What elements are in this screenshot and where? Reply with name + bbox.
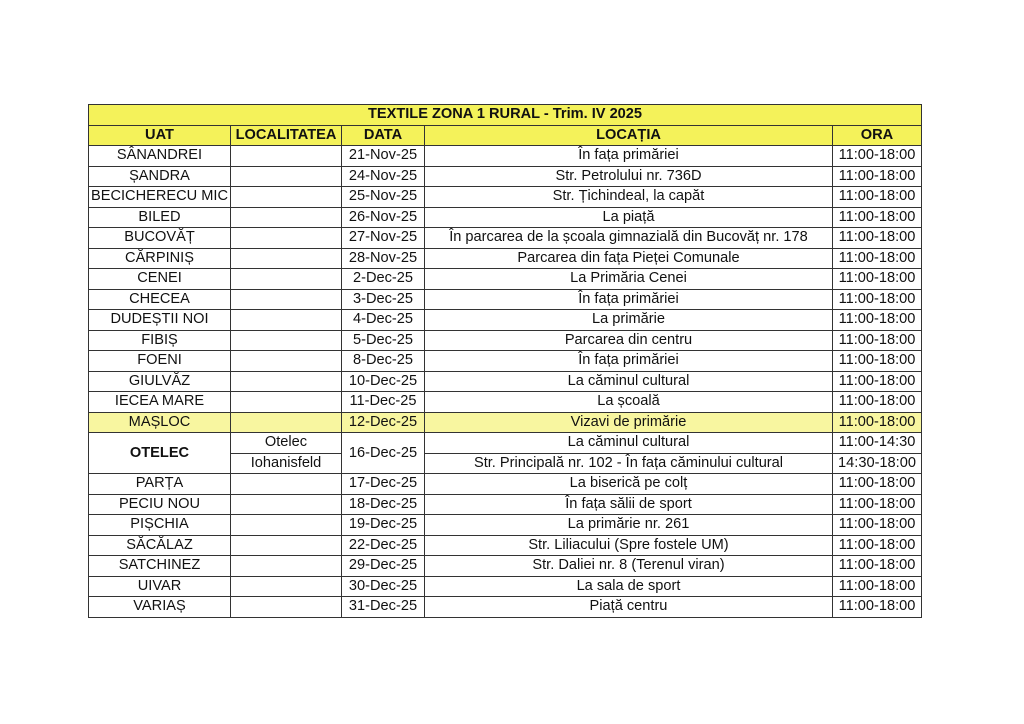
cell-localitatea: Otelec bbox=[231, 433, 342, 454]
cell-ora: 11:00-18:00 bbox=[833, 535, 922, 556]
cell-locatia: În fața primăriei bbox=[425, 146, 833, 167]
cell-locatia: La școală bbox=[425, 392, 833, 413]
cell-ora: 11:00-18:00 bbox=[833, 289, 922, 310]
cell-ora: 11:00-18:00 bbox=[833, 474, 922, 495]
cell-uat: UIVAR bbox=[89, 576, 231, 597]
cell-localitatea bbox=[231, 412, 342, 433]
cell-uat: BECICHERECU MIC bbox=[89, 187, 231, 208]
cell-data: 22-Dec-25 bbox=[342, 535, 425, 556]
cell-uat: SĂCĂLAZ bbox=[89, 535, 231, 556]
table-row bbox=[89, 166, 922, 187]
cell-data: 19-Dec-25 bbox=[342, 515, 425, 536]
cell-data: 31-Dec-25 bbox=[342, 597, 425, 618]
cell-localitatea bbox=[231, 207, 342, 228]
cell-data: 25-Nov-25 bbox=[342, 187, 425, 208]
cell-localitatea: Iohanisfeld bbox=[231, 453, 342, 474]
table-row bbox=[89, 433, 922, 454]
cell-localitatea bbox=[231, 597, 342, 618]
cell-data: 26-Nov-25 bbox=[342, 207, 425, 228]
header-ora: ORA bbox=[833, 125, 922, 146]
cell-ora: 14:30-18:00 bbox=[833, 453, 922, 474]
cell-data: 3-Dec-25 bbox=[342, 289, 425, 310]
table-row bbox=[89, 494, 922, 515]
cell-localitatea bbox=[231, 392, 342, 413]
cell-uat: VARIAȘ bbox=[89, 597, 231, 618]
cell-uat: DUDEȘTII NOI bbox=[89, 310, 231, 331]
cell-ora: 11:00-14:30 bbox=[833, 433, 922, 454]
table-row bbox=[89, 515, 922, 536]
table-row bbox=[89, 371, 922, 392]
cell-localitatea bbox=[231, 371, 342, 392]
cell-localitatea bbox=[231, 535, 342, 556]
cell-uat: IECEA MARE bbox=[89, 392, 231, 413]
cell-data: 17-Dec-25 bbox=[342, 474, 425, 495]
cell-ora: 11:00-18:00 bbox=[833, 556, 922, 577]
schedule-table bbox=[88, 104, 922, 618]
cell-localitatea bbox=[231, 289, 342, 310]
cell-ora: 11:00-18:00 bbox=[833, 166, 922, 187]
cell-localitatea bbox=[231, 187, 342, 208]
table-header-row bbox=[89, 125, 922, 146]
cell-ora: 11:00-18:00 bbox=[833, 146, 922, 167]
cell-uat: SÂNANDREI bbox=[89, 146, 231, 167]
cell-uat: SATCHINEZ bbox=[89, 556, 231, 577]
cell-locatia: În fața sălii de sport bbox=[425, 494, 833, 515]
cell-locatia: La biserică pe colț bbox=[425, 474, 833, 495]
cell-localitatea bbox=[231, 228, 342, 249]
cell-uat: GIULVĂZ bbox=[89, 371, 231, 392]
header-localitatea: LOCALITATEA bbox=[231, 125, 342, 146]
cell-localitatea bbox=[231, 474, 342, 495]
cell-data: 21-Nov-25 bbox=[342, 146, 425, 167]
cell-data: 18-Dec-25 bbox=[342, 494, 425, 515]
cell-ora: 11:00-18:00 bbox=[833, 371, 922, 392]
cell-ora: 11:00-18:00 bbox=[833, 187, 922, 208]
cell-uat: PIȘCHIA bbox=[89, 515, 231, 536]
cell-locatia: Str. Petrolului nr. 736D bbox=[425, 166, 833, 187]
cell-localitatea bbox=[231, 166, 342, 187]
table-row bbox=[89, 207, 922, 228]
cell-uat: BILED bbox=[89, 207, 231, 228]
cell-locatia: La căminul cultural bbox=[425, 371, 833, 392]
cell-locatia: Str. Liliacului (Spre fostele UM) bbox=[425, 535, 833, 556]
cell-localitatea bbox=[231, 556, 342, 577]
table-row bbox=[89, 351, 922, 372]
schedule-sheet bbox=[88, 104, 922, 618]
cell-locatia: Parcarea din fața Pieței Comunale bbox=[425, 248, 833, 269]
table-row bbox=[89, 597, 922, 618]
cell-locatia: La căminul cultural bbox=[425, 433, 833, 454]
cell-data: 2-Dec-25 bbox=[342, 269, 425, 290]
table-row bbox=[89, 392, 922, 413]
cell-data: 8-Dec-25 bbox=[342, 351, 425, 372]
cell-locatia: Parcarea din centru bbox=[425, 330, 833, 351]
cell-locatia: Vizavi de primărie bbox=[425, 412, 833, 433]
cell-localitatea bbox=[231, 330, 342, 351]
cell-localitatea bbox=[231, 351, 342, 372]
cell-locatia: În parcarea de la școala gimnazială din Bucovăț nr. 178 bbox=[425, 228, 833, 249]
header-data: DATA bbox=[342, 125, 425, 146]
cell-uat: PARȚA bbox=[89, 474, 231, 495]
cell-uat: ȘANDRA bbox=[89, 166, 231, 187]
cell-locatia: La primărie nr. 261 bbox=[425, 515, 833, 536]
cell-uat: CENEI bbox=[89, 269, 231, 290]
cell-uat: FIBIȘ bbox=[89, 330, 231, 351]
cell-ora: 11:00-18:00 bbox=[833, 576, 922, 597]
cell-localitatea bbox=[231, 576, 342, 597]
cell-locatia: Str. Țichindeal, la capăt bbox=[425, 187, 833, 208]
cell-locatia: În fața primăriei bbox=[425, 351, 833, 372]
cell-data: 12-Dec-25 bbox=[342, 412, 425, 433]
cell-localitatea bbox=[231, 515, 342, 536]
cell-ora: 11:00-18:00 bbox=[833, 248, 922, 269]
cell-data: 4-Dec-25 bbox=[342, 310, 425, 331]
cell-ora: 11:00-18:00 bbox=[833, 207, 922, 228]
table-row bbox=[89, 228, 922, 249]
table-row bbox=[89, 248, 922, 269]
cell-ora: 11:00-18:00 bbox=[833, 228, 922, 249]
cell-uat: CĂRPINIȘ bbox=[89, 248, 231, 269]
table-row bbox=[89, 289, 922, 310]
cell-data: 28-Nov-25 bbox=[342, 248, 425, 269]
table-title: TEXTILE ZONA 1 RURAL - Trim. IV 2025 bbox=[89, 105, 922, 126]
table-row bbox=[89, 187, 922, 208]
table-row bbox=[89, 310, 922, 331]
cell-uat: FOENI bbox=[89, 351, 231, 372]
cell-uat: CHECEA bbox=[89, 289, 231, 310]
cell-locatia: În fața primăriei bbox=[425, 289, 833, 310]
cell-localitatea bbox=[231, 269, 342, 290]
table-row bbox=[89, 269, 922, 290]
cell-ora: 11:00-18:00 bbox=[833, 515, 922, 536]
cell-data: 16-Dec-25 bbox=[342, 433, 425, 474]
cell-ora: 11:00-18:00 bbox=[833, 269, 922, 290]
table-row bbox=[89, 576, 922, 597]
cell-uat: OTELEC bbox=[89, 433, 231, 474]
cell-data: 30-Dec-25 bbox=[342, 576, 425, 597]
table-row bbox=[89, 535, 922, 556]
cell-uat: PECIU NOU bbox=[89, 494, 231, 515]
cell-localitatea bbox=[231, 146, 342, 167]
header-locatia: LOCAȚIA bbox=[425, 125, 833, 146]
table-row bbox=[89, 330, 922, 351]
header-uat: UAT bbox=[89, 125, 231, 146]
cell-data: 5-Dec-25 bbox=[342, 330, 425, 351]
cell-localitatea bbox=[231, 248, 342, 269]
cell-localitatea bbox=[231, 310, 342, 331]
cell-uat: MAȘLOC bbox=[89, 412, 231, 433]
cell-locatia: La Primăria Cenei bbox=[425, 269, 833, 290]
cell-locatia: Piață centru bbox=[425, 597, 833, 618]
cell-ora: 11:00-18:00 bbox=[833, 494, 922, 515]
table-row bbox=[89, 146, 922, 167]
cell-locatia: Str. Daliei nr. 8 (Terenul viran) bbox=[425, 556, 833, 577]
cell-data: 27-Nov-25 bbox=[342, 228, 425, 249]
cell-ora: 11:00-18:00 bbox=[833, 412, 922, 433]
cell-locatia: Str. Principală nr. 102 - În fața căminului cultural bbox=[425, 453, 833, 474]
table-row bbox=[89, 556, 922, 577]
cell-locatia: La piață bbox=[425, 207, 833, 228]
table-row bbox=[89, 412, 922, 433]
cell-ora: 11:00-18:00 bbox=[833, 330, 922, 351]
cell-ora: 11:00-18:00 bbox=[833, 310, 922, 331]
cell-ora: 11:00-18:00 bbox=[833, 351, 922, 372]
cell-ora: 11:00-18:00 bbox=[833, 392, 922, 413]
cell-locatia: La primărie bbox=[425, 310, 833, 331]
cell-localitatea bbox=[231, 494, 342, 515]
cell-data: 29-Dec-25 bbox=[342, 556, 425, 577]
table-row bbox=[89, 474, 922, 495]
cell-ora: 11:00-18:00 bbox=[833, 597, 922, 618]
cell-locatia: La sala de sport bbox=[425, 576, 833, 597]
cell-data: 11-Dec-25 bbox=[342, 392, 425, 413]
cell-data: 10-Dec-25 bbox=[342, 371, 425, 392]
cell-data: 24-Nov-25 bbox=[342, 166, 425, 187]
cell-uat: BUCOVĂȚ bbox=[89, 228, 231, 249]
